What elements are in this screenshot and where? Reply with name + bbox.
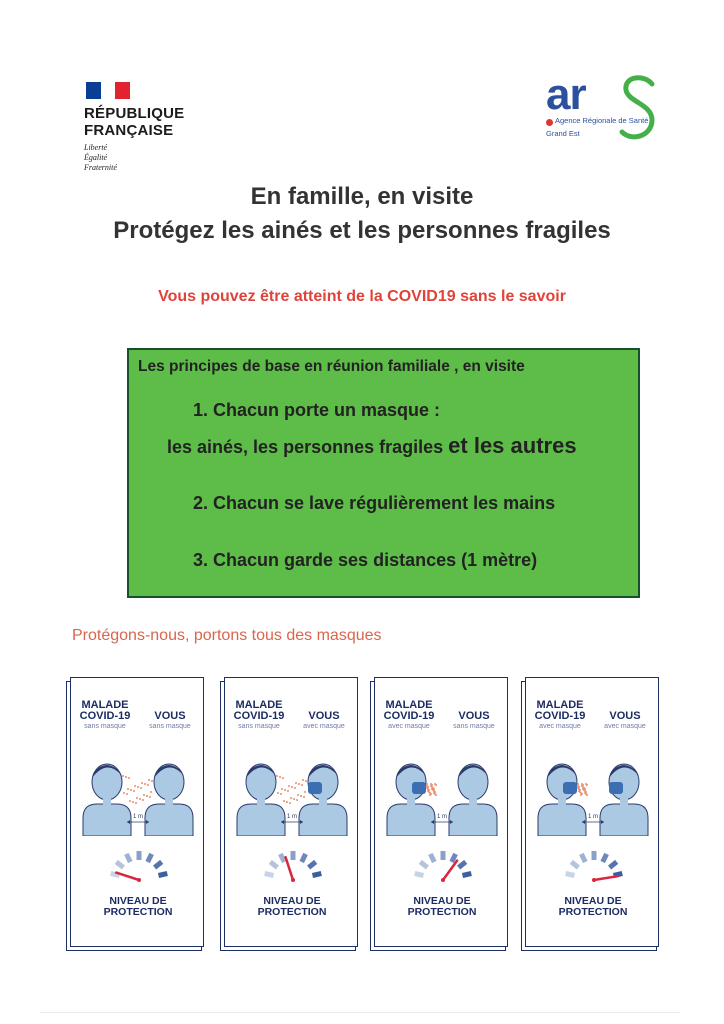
republique-line1: RÉPUBLIQUE [84,105,185,122]
principles-box [127,348,640,598]
gauge-needle [286,857,293,880]
protection-card [220,677,358,947]
protection-gauge-icon [562,846,626,886]
french-flag-icon [86,82,130,99]
principle-handwash: 2. Chacun se lave régulièrement les mains [193,493,556,513]
republique-francaise-logo [84,82,224,173]
ars-letters: ar [546,70,586,119]
you-title: VOUS [154,710,186,722]
you-figure-icon [145,764,193,836]
people-illustration [233,754,351,836]
masks-section-title: Protégons-nous, portons tous des masques [72,627,382,644]
warning-subtitle: Vous pouvez être atteint de la COVID19 sans le savoir [158,288,566,305]
protection-level-label [526,896,660,918]
protection-gauge-icon [261,846,325,886]
you-figure-icon [299,764,347,836]
principle-mask: 1. Chacun porte un masque : [193,400,441,420]
you-label [143,711,197,731]
distance-label: 1 m [587,814,599,820]
patient-title-line2: COVID-19 [233,710,285,722]
republique-name [84,105,224,139]
ars-red-dot-icon [546,119,553,126]
you-mask-note: avec masque [303,723,345,730]
you-figure-icon [600,764,648,836]
protection-label-line1: NIVEAU DE [109,895,167,907]
you-title: VOUS [458,710,490,722]
principle-mask-detail-text: les ainés, les personnes fragiles [167,437,444,457]
distance-label: 1 m [132,814,144,820]
protection-gauge-icon [411,846,475,886]
you-title: VOUS [308,710,340,722]
you-mask-note: avec masque [604,723,646,730]
droplets-icon [276,775,307,804]
principle-distance: 3. Chacun garde ses distances (1 mètre) [193,550,538,570]
protection-label-line1: NIVEAU DE [413,895,471,907]
title-line1: En famille, en visite [250,183,474,210]
patient-title-line1: MALADE [385,699,433,711]
distance-label: 1 m [286,814,298,820]
you-mask-note: sans masque [149,723,191,730]
principle-mask-detail-emphasis: et les autres [448,433,577,458]
card-body [525,677,659,947]
principle-mask-detail [167,433,577,459]
protection-label-line1: NIVEAU DE [564,895,622,907]
people-illustration [383,754,501,836]
title-line2: Protégez les ainés et les personnes fragiles [113,217,611,244]
patient-mask-note: sans masque [84,723,126,730]
patient-title-line1: MALADE [81,699,129,711]
page-title [0,180,724,248]
ars-subtitle: Agence Régionale de Santé [555,116,649,125]
patient-mask-note: sans masque [238,723,280,730]
gauge-needle [443,861,457,880]
patient-label [381,700,437,731]
motto-egalite: Égalité [84,153,108,162]
protection-label-line2: PROTECTION [257,906,327,918]
protection-level-label [225,896,359,918]
gauge-needle [116,873,139,880]
card-body [224,677,358,947]
patient-label [231,700,287,731]
ars-region: Grand Est [546,129,580,138]
motto-fraternite: Fraternité [84,163,117,172]
card-body [374,677,508,947]
distance-label: 1 m [436,814,448,820]
patient-figure-icon [387,764,435,836]
patient-figure-icon [83,764,131,836]
protection-level-label [375,896,509,918]
page-bottom-divider [40,1012,680,1013]
protection-card [66,677,204,947]
patient-title-line2: COVID-19 [79,710,131,722]
patient-figure-icon [237,764,285,836]
protection-level-label [71,896,205,918]
you-label [598,711,652,731]
you-title: VOUS [609,710,641,722]
ars-s-swoosh-icon [618,74,658,146]
you-mask-note: sans masque [453,723,495,730]
patient-title-line2: COVID-19 [383,710,435,722]
people-illustration [534,754,652,836]
patient-label [77,700,133,731]
protection-label-line1: NIVEAU DE [263,895,321,907]
gauge-needle [594,876,618,880]
patient-label [532,700,588,731]
patient-title-line2: COVID-19 [534,710,586,722]
republique-line2: FRANÇAISE [84,122,174,139]
droplets-icon [426,783,437,796]
card-body [70,677,204,947]
protection-gauge-icon [107,846,171,886]
patient-figure-icon [538,764,586,836]
patient-mask-note: avec masque [388,723,430,730]
protection-card [370,677,508,947]
patient-mask-note: avec masque [539,723,581,730]
principles-heading: Les principes de base en réunion familiale , en visite [138,358,525,375]
ars-logo [546,70,666,150]
motto-liberte: Liberté [84,143,108,152]
you-label [447,711,501,731]
protection-label-line2: PROTECTION [407,906,477,918]
protection-label-line2: PROTECTION [558,906,628,918]
patient-title-line1: MALADE [536,699,584,711]
you-figure-icon [449,764,497,836]
patient-title-line1: MALADE [235,699,283,711]
republique-motto [84,143,224,173]
you-label [297,711,351,731]
protection-label-line2: PROTECTION [103,906,173,918]
droplets-icon [122,775,153,804]
people-illustration [79,754,197,836]
protection-card [521,677,659,947]
droplets-icon [577,783,588,796]
